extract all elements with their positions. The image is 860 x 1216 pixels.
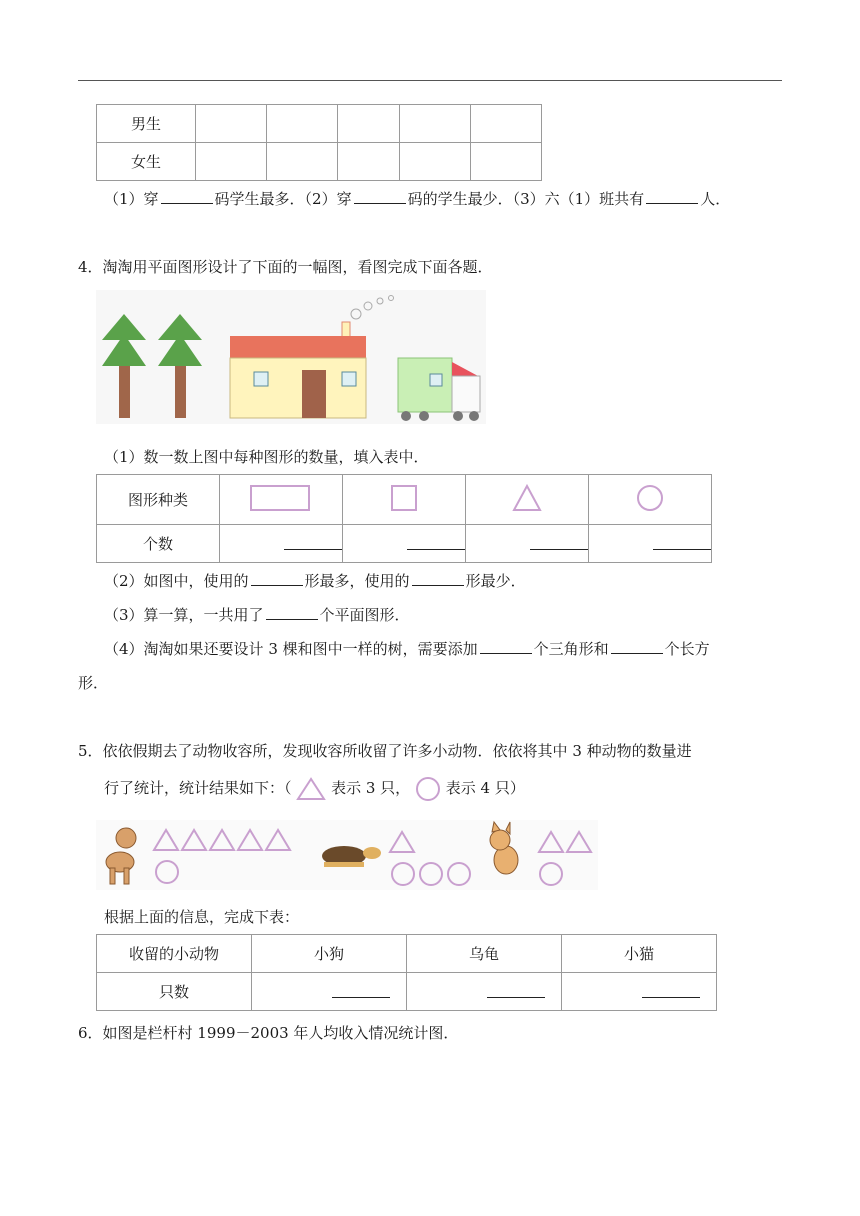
q3-text: 码的学生最少．（3）六（1）班共有 — [407, 190, 645, 208]
header-dog: 小狗 — [252, 935, 407, 973]
row-label-count: 只数 — [97, 973, 252, 1011]
answer-blank[interactable] — [284, 535, 342, 550]
answer-cell[interactable] — [471, 143, 542, 181]
answer-blank[interactable] — [487, 983, 545, 998]
q6-title: 6．如图是栏杆村 1999－2003 年人均收入情况统计图． — [78, 1024, 459, 1042]
answer-blank[interactable] — [161, 189, 213, 204]
square-icon — [343, 475, 466, 525]
animal-count-table — [96, 934, 717, 1011]
answer-blank[interactable] — [407, 535, 465, 550]
answer-cell[interactable] — [407, 973, 562, 1011]
house-scene-picture — [96, 290, 486, 424]
header-rule — [78, 80, 782, 81]
header-animals: 收留的小动物 — [97, 935, 252, 973]
answer-cell[interactable] — [471, 105, 542, 143]
answer-cell[interactable] — [343, 525, 466, 563]
answer-cell[interactable] — [338, 105, 400, 143]
rectangle-icon — [220, 475, 343, 525]
answer-cell[interactable] — [400, 105, 471, 143]
header-cat: 小猫 — [562, 935, 717, 973]
q5-prompt: 根据上面的信息，完成下表： — [104, 908, 300, 926]
q5-text: 表示 4 只） — [445, 779, 525, 797]
q5-text: 行了统计，统计结果如下：（ — [104, 779, 292, 797]
q4-text: 形最多，使用的 — [304, 572, 410, 590]
circle-icon — [589, 475, 712, 525]
answer-blank[interactable] — [646, 189, 698, 204]
answer-blank[interactable] — [354, 189, 406, 204]
q4-sub4-cont: 形． — [78, 674, 109, 692]
answer-cell[interactable] — [589, 525, 712, 563]
row-label-count: 个数 — [97, 525, 220, 563]
q5-title: 5．依依假期去了动物收容所，发现收容所收留了许多小动物．依依将其中 3 种动物的数量进 — [78, 742, 692, 760]
answer-blank[interactable] — [530, 535, 588, 550]
q3-subquestions — [104, 188, 730, 210]
q4-text: 个长方 — [664, 640, 710, 658]
q4-sub2 — [104, 570, 526, 592]
answer-cell[interactable] — [267, 143, 338, 181]
answer-cell[interactable] — [400, 143, 471, 181]
header-shape-type: 图形种类 — [97, 475, 220, 525]
answer-cell[interactable] — [267, 105, 338, 143]
answer-cell[interactable] — [196, 105, 267, 143]
q4-text: 个平面图形． — [319, 606, 410, 624]
q3-text: （1）穿 — [104, 190, 159, 208]
q4-text: （4）淘淘如果还要设计 3 棵和图中一样的树，需要添加 — [104, 640, 478, 658]
triangle-icon — [466, 475, 589, 525]
answer-blank[interactable] — [251, 571, 303, 586]
q5-text: 表示 3 只， — [331, 779, 411, 797]
answer-blank[interactable] — [412, 571, 464, 586]
q4-text: 形最少． — [465, 572, 526, 590]
answer-blank[interactable] — [480, 639, 532, 654]
q4-text: （2）如图中，使用的 — [104, 572, 249, 590]
q5-legend-line — [104, 776, 525, 802]
answer-blank[interactable] — [332, 983, 390, 998]
row-label-girls: 女生 — [97, 143, 196, 181]
answer-cell[interactable] — [252, 973, 407, 1011]
q4-sub1: （1）数一数上图中每种图形的数量，填入表中． — [104, 448, 429, 466]
circle-icon — [415, 776, 441, 802]
row-label-boys: 男生 — [97, 105, 196, 143]
answer-blank[interactable] — [611, 639, 663, 654]
answer-blank[interactable] — [653, 535, 711, 550]
answer-cell[interactable] — [220, 525, 343, 563]
shoe-size-table — [96, 104, 542, 181]
answer-blank[interactable] — [266, 605, 318, 620]
q4-text: （3）算一算，一共用了 — [104, 606, 264, 624]
shape-count-table — [96, 474, 712, 563]
q4-sub3 — [104, 604, 410, 626]
answer-cell[interactable] — [562, 973, 717, 1011]
q4-text: 个三角形和 — [533, 640, 609, 658]
animal-tally-picture — [96, 820, 598, 890]
q4-title: 4．淘淘用平面图形设计了下面的一幅图，看图完成下面各题． — [78, 258, 493, 276]
triangle-icon — [296, 777, 326, 801]
q3-text: 码学生最多．（2）穿 — [214, 190, 352, 208]
q3-text: 人． — [700, 190, 731, 208]
q4-sub4 — [104, 638, 710, 660]
answer-blank[interactable] — [642, 983, 700, 998]
answer-cell[interactable] — [196, 143, 267, 181]
header-turtle: 乌龟 — [407, 935, 562, 973]
answer-cell[interactable] — [338, 143, 400, 181]
answer-cell[interactable] — [466, 525, 589, 563]
